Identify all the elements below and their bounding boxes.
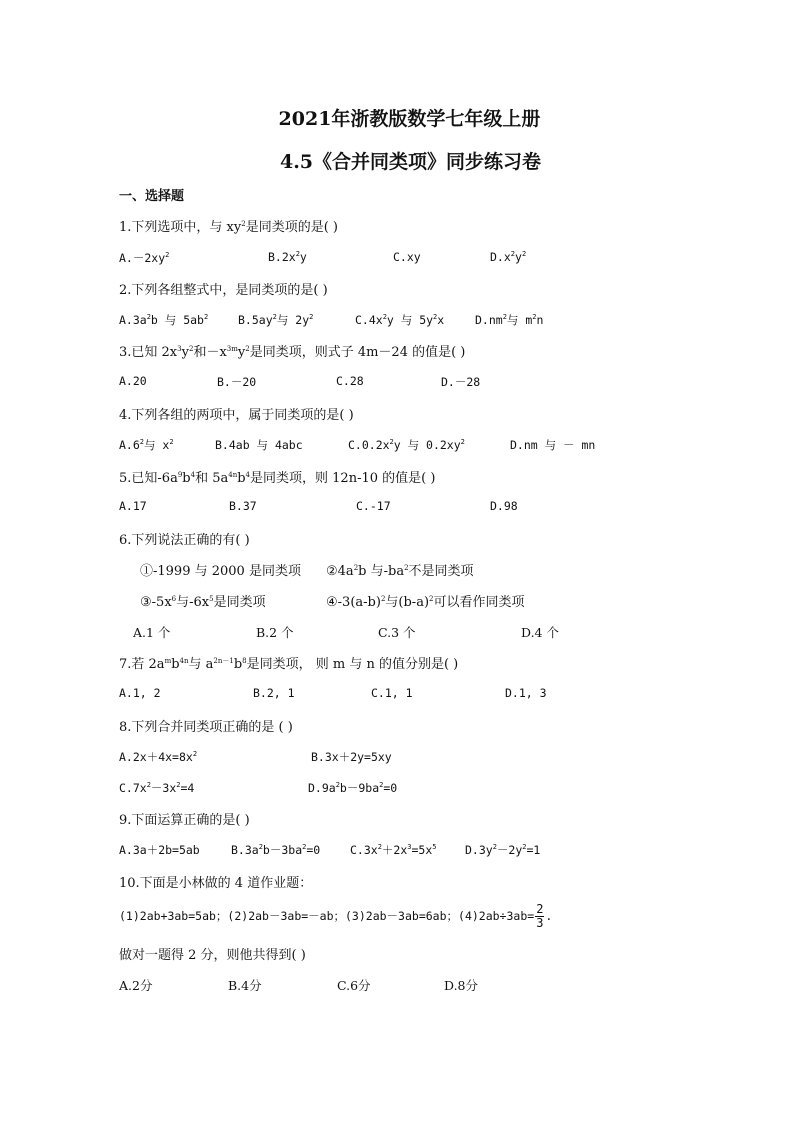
q4-option-d: D.nm 与 － mn: [510, 438, 596, 452]
q5-option-a: A.17: [119, 499, 147, 513]
q6-option-a: A.1 个: [133, 625, 171, 640]
question-8-stem: 8.下列合并同类项正确的是 ( ): [119, 720, 293, 735]
q2-option-a: $A.3a^2b$ 与 $5ab^2$: [119, 313, 209, 327]
q6-option-c: C.3 个: [378, 625, 416, 640]
q10-option-b: B.4分: [228, 978, 262, 993]
q7-option-c: C.1, 1: [371, 686, 413, 700]
question-6-stem: 6.下列说法正确的有( ): [119, 533, 250, 548]
q7-option-a: A.1, 2: [119, 686, 161, 700]
q9-option-d: $D.3y^2-2y^2=1$: [465, 843, 541, 857]
q3-option-a: A.20: [119, 374, 147, 388]
q8-option-b: B.3x＋2y=5xy: [311, 750, 392, 764]
question-1-stem: 1.下列选项中，与 $xy^2$是同类项的是( ): [119, 220, 338, 235]
q10-option-d: D.8分: [444, 978, 479, 993]
question-5-stem: 5.已知$-6a^9b^4$和 $5a^{4n}b^4$是同类项，则 12n-10 的值是( ): [119, 471, 436, 486]
q2-option-b: $B.5ay^2$与 $2y^2$: [238, 313, 314, 327]
question-7-stem: 7.若 $2a^mb^{4n}$与 $a^{2n-1}b^8$是同类项， 则 m 与 n 的值分别是( ): [119, 657, 459, 672]
q10-scoring-note: 做对一题得 2 分，则他共得到( ): [119, 948, 306, 963]
q3-option-b: B.－20: [217, 375, 257, 389]
q7-option-d: D.1, 3: [505, 686, 547, 700]
q2-option-d: $D.nm^2$与 $m^2n$: [475, 313, 544, 327]
fraction-two-thirds: $\frac{2}{3}$: [536, 902, 544, 930]
q5-option-c: C.-17: [356, 499, 391, 513]
question-2-stem: 2.下列各组整式中，是同类项的是( ): [119, 283, 328, 298]
q4-option-a: $A.6^2$与 $x^2$: [119, 438, 174, 452]
page-title: 2021年浙教版数学七年级上册: [278, 108, 541, 130]
q9-option-a: A.3a＋2b=5ab: [119, 843, 200, 857]
q6-statement-4: $④-3(a-b)^2$与$(b-a)^2$可以看作同类项: [326, 595, 525, 610]
q6-option-b: B.2 个: [256, 625, 294, 640]
q5-option-b: B.37: [229, 499, 257, 513]
question-4-stem: 4.下列各组的两项中，属于同类项的是( ): [119, 408, 354, 423]
q8-option-c: $C.7x^2-3x^2=4$: [119, 781, 195, 795]
q10-option-c: C.6分: [337, 978, 371, 993]
q3-option-d: D.－28: [441, 375, 481, 389]
q1-option-d: $D.x^2y^2$: [490, 250, 527, 264]
q3-option-c: C.28: [336, 374, 364, 388]
question-9-stem: 9.下面运算正确的是( ): [119, 813, 250, 828]
q6-statement-2: $②4a^2b$ 与$-ba^2$不是同类项: [326, 564, 474, 579]
q9-option-b: $B.3a^2b-3ba^2=0$: [231, 843, 321, 857]
q9-option-c: $C.3x^2+2x^3=5x^5$: [350, 843, 437, 857]
q4-option-b: B.4ab 与 4abc: [215, 438, 303, 452]
q6-statement-3: $③-5x^6$与$-6x^5$是同类项: [140, 595, 266, 610]
q8-option-d: $D.9a^2b-9ba^2=0$: [308, 781, 398, 795]
question-10-stem: 10.下面是小林做的 4 道作业题：: [119, 876, 313, 891]
q10-option-a: A.2分: [119, 978, 153, 993]
q1-option-b: $B.2x^2y$: [268, 250, 307, 264]
q5-option-d: D.98: [490, 499, 518, 513]
section-heading: 一、选择题: [119, 189, 185, 204]
q4-option-c: $C.0.2x^2y$ 与 $0.2xy^2$: [348, 438, 465, 452]
page-subtitle: 4.5《合并同类项》同步练习卷: [279, 151, 542, 173]
q8-option-a: $A.2x+4x=8x^2$: [119, 750, 198, 764]
q7-option-b: B.2, 1: [253, 686, 295, 700]
q1-option-a: $A.-2xy^2$: [119, 251, 170, 265]
q10-homework-line: (1)2ab+3ab=5ab；(2)2ab－3ab=－ab；(3)2ab－3ab=6ab；(4)2ab÷3ab= $\frac{2}{3}$ .: [119, 902, 553, 930]
q6-option-d: D.4 个: [521, 625, 559, 640]
q1-option-c: C.xy: [393, 250, 421, 264]
q2-option-c: $C.4x^2y$ 与 $5y^2x$: [355, 313, 445, 327]
question-3-stem: 3.已知 $2x^3y^2$和$-x^{3m}y^2$是同类项，则式子 4m－24 的值是( ): [119, 345, 466, 360]
q6-statement-1: ①-1999 与 2000 是同类项: [140, 564, 301, 579]
